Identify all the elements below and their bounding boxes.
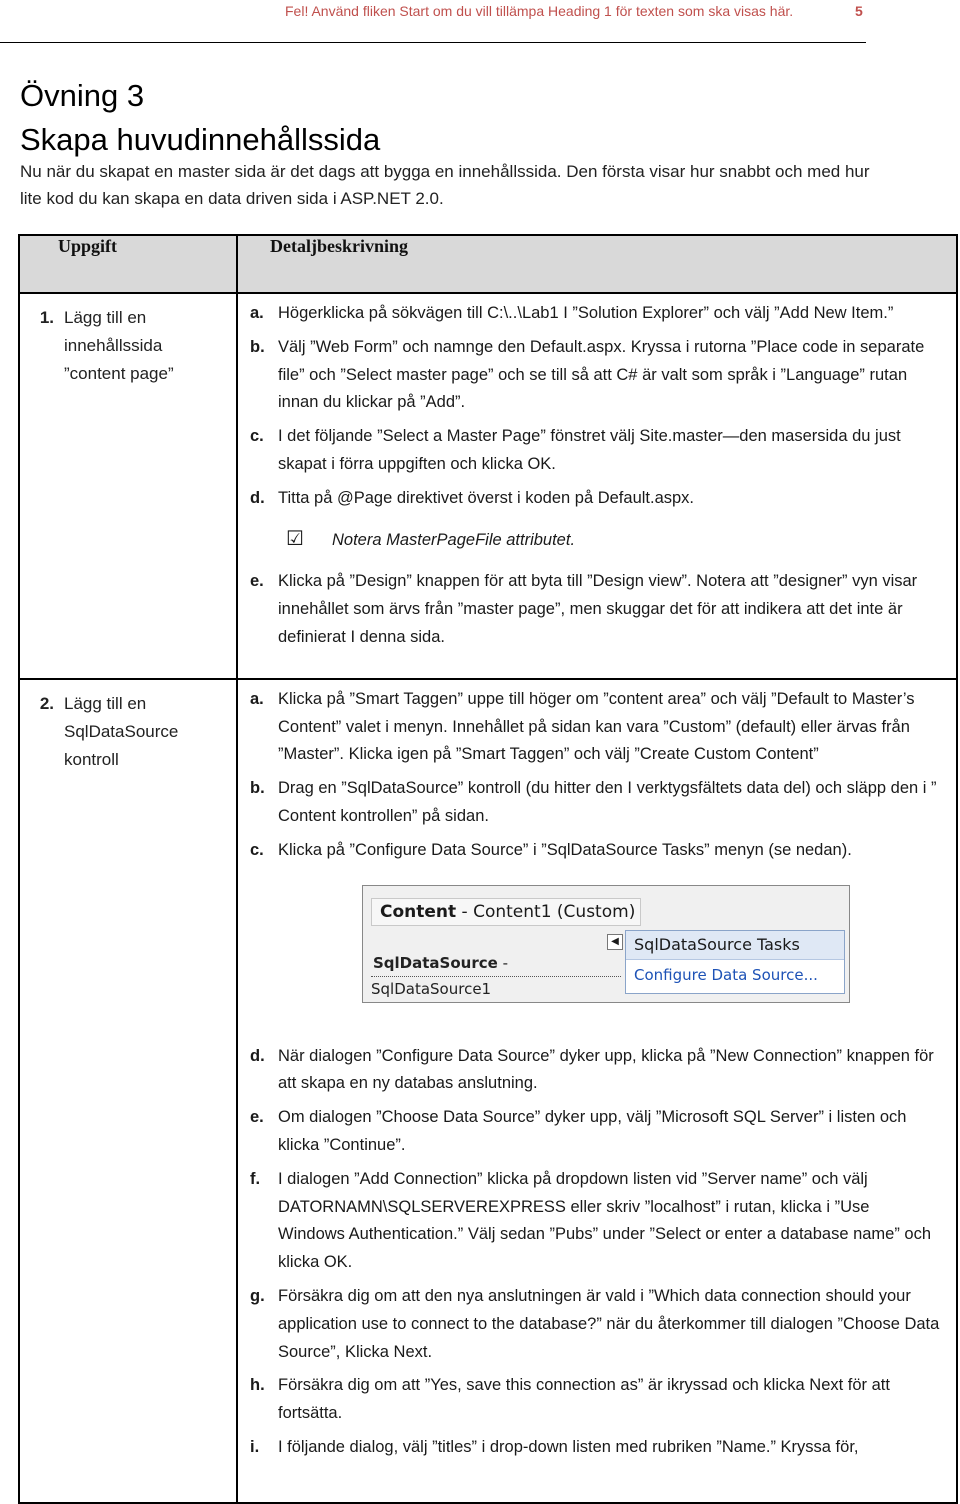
smart-tag-arrow-icon: ◀ (607, 934, 623, 950)
step-text: I det följande ”Select a Master Page” fönstret välj Site.master—den masersida du just skapat i förra uppgiften och klicka OK. (278, 427, 901, 473)
exercise-title: Övning 3 (20, 78, 145, 113)
step-item (250, 1434, 940, 1462)
checkbox-icon: ☑ (286, 527, 304, 550)
step-label: i. (250, 1437, 260, 1456)
step-text: Klicka på ”Configure Data Source” i ”SqlDataSource Tasks” menyn (se nedan). (278, 840, 852, 859)
note-item (286, 527, 956, 555)
step-text: Klicka på ”Smart Taggen” uppe till höger om ”content area” och välj ”Default to Master’s Content” valet i menyn. Innehållet på sidan kan vara ”Custom” (default) eller ärvas från ”Master”. Klicka igen på ”Smart Taggen” och välj ”Create Custom Content” (278, 689, 915, 764)
content-control-bar (371, 898, 641, 926)
column-header-detail: Detaljbeskrivning (237, 235, 957, 293)
detail-cell (237, 679, 957, 1503)
step-label: e. (250, 572, 264, 591)
step-item (250, 300, 940, 328)
column-header-task: Uppgift (19, 235, 237, 293)
task-number: 1. (39, 308, 54, 327)
step-text: Drag en ”SqlDataSource” kontroll (du hitter den I verktygsfältets data del) och släpp den i ” Content kontrollen” på sidan. (278, 779, 937, 825)
step-item (250, 485, 940, 513)
task-label: Lägg till en SqlDataSource kontroll (64, 693, 179, 769)
step-label: a. (250, 304, 264, 322)
header-text: Fel! Använd fliken Start om du vill tillämpa Heading 1 för texten som ska visas här. (285, 3, 794, 19)
step-label: b. (250, 337, 265, 356)
step-label: g. (250, 1286, 265, 1305)
sqldatasource-control-bar (371, 950, 621, 998)
step-text: Klicka på ”Design” knappen för att byta till ”Design view”. Notera att ”designer” vyn visar innehållet som ärvs från ”master page”, men skuggar det för att indikera att det inte är definierat I denna sida. (278, 572, 918, 646)
step-item (250, 1372, 940, 1428)
step-text: Om dialogen ”Choose Data Source” dyker upp, välj ”Microsoft SQL Server” i listen och klicka ”Continue”. (278, 1108, 907, 1154)
task-cell (19, 293, 237, 679)
exercise-subtitle: Skapa huvudinnehållssida (20, 122, 381, 157)
task-table (18, 234, 958, 1504)
step-item (250, 1104, 940, 1160)
table-row (19, 293, 957, 679)
step-text: I dialogen ”Add Connection” klicka på dropdown listen vid ”Server name” och välj DATORNAMN\SQLSERVEREXPRESS eller skriv ”localhost” i rutan, klicka i ”Use Windows Authentication.” Välj sedan ”Pubs” under ”Select or enter a database name” och klicka OK. (278, 1169, 932, 1272)
task-cell (19, 679, 237, 1503)
tasks-panel (625, 930, 845, 994)
step-label: b. (250, 779, 265, 798)
step-text: När dialogen ”Configure Data Source” dyker upp, klicka på ”New Connection” knappen för att skapa en ny databas anslutning. (278, 1046, 934, 1093)
step-text: Försäkra dig om att den nya anslutningen är vald i ”Which data connection should your application use to connect to the database?” när du återkommer till dialogen ”Choose Data Source”, Klicka Next. (278, 1286, 940, 1361)
step-item (250, 334, 940, 417)
step-item (250, 686, 940, 769)
tasks-panel-title: SqlDataSource Tasks (626, 931, 844, 960)
step-text: Välj ”Web Form” och namnge den Default.aspx. Kryssa i rutorna ”Place code in separate file” och ”Select master page” och se till så att C# är valt som språk i ”Language” rutan innan du klickar på ”Add”. (278, 337, 925, 412)
step-item (250, 1043, 940, 1099)
step-item (250, 837, 940, 865)
step-label: c. (250, 840, 264, 859)
intro-paragraph: Nu när du skapat en master sida är det dags att bygga en innehållssida. Den första visar hur snabbt och med hur lite kod du kan skapa en data driven sida i ASP.NET 2.0. (20, 162, 870, 208)
step-label: d. (250, 1046, 265, 1065)
configure-data-source-link: Configure Data Source... (634, 965, 818, 984)
sqldatasource-control-name: SqlDataSource (373, 953, 498, 972)
step-item (250, 1166, 940, 1277)
step-label: d. (250, 488, 265, 507)
step-item (250, 423, 940, 479)
task-number: 2. (39, 693, 54, 713)
detail-cell (237, 293, 957, 679)
sqldatasource-control-id: - SqlDataSource1 (371, 953, 508, 998)
step-item (250, 775, 940, 831)
step-item (250, 1283, 940, 1366)
step-label: e. (250, 1108, 264, 1127)
page-header (0, 0, 866, 43)
step-text: Försäkra dig om att ”Yes, save this connection as” är ikryssad och klicka Next för att fortsätta. (278, 1376, 890, 1423)
step-item (250, 568, 940, 651)
page-number: 5 (855, 3, 863, 19)
step-label: f. (250, 1169, 261, 1188)
step-label: h. (250, 1376, 265, 1395)
step-text: I följande dialog, välj ”titles” i drop-down listen med rubriken ”Name.” Kryssa för, (278, 1437, 859, 1456)
content-control-name: Content (380, 901, 457, 922)
step-label: c. (250, 427, 264, 446)
task-label: Lägg till en innehållssida ”content page” (64, 308, 174, 383)
designer-screenshot (362, 885, 850, 1003)
step-text: Högerklicka på sökvägen till C:\..\Lab1 I ”Solution Explorer” och välj ”Add New Item.” (278, 304, 894, 322)
step-label: a. (250, 689, 264, 708)
table-row (19, 679, 957, 1503)
note-text: Notera MasterPageFile attributet. (332, 530, 576, 549)
step-text: Titta på @Page direktivet överst i koden på Default.aspx. (278, 488, 695, 507)
content-control-id: - Content1 (Custom) (456, 901, 636, 922)
table-header-row (19, 235, 957, 293)
